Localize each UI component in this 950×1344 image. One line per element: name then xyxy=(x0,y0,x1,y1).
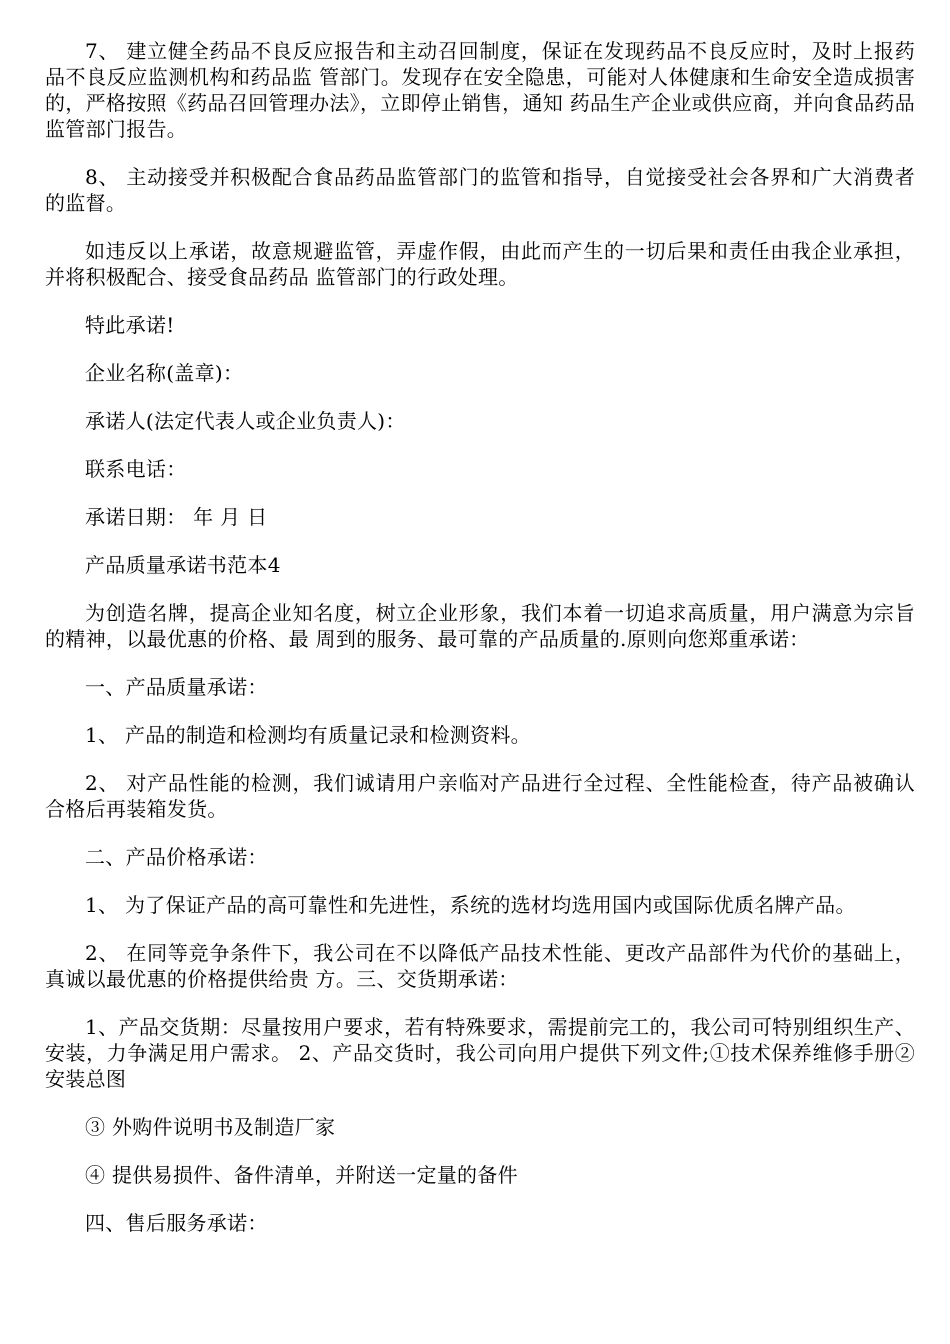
paragraph-delivery: 1、产品交货期：尽量按用户要求，若有特殊要求，需提前完工的，我公司可特别组织生产、安装，力争满足用户需求。 2、产品交货时，我公司向用户提供下列文件;①技术保养维修手册②安装总图 xyxy=(45,1015,915,1091)
heading-price-promise: 二、产品价格承诺： xyxy=(85,845,268,869)
document-page xyxy=(45,38,915,1258)
paragraph-closing: 特此承诺! xyxy=(85,313,175,337)
field-promisor: 承诺人(法定代表人或企业负责人)： xyxy=(85,409,406,433)
paragraph-quality-1: 1、 产品的制造和检测均有质量记录和检测资料。 xyxy=(85,723,531,747)
paragraph-price-1: 1、 为了保证产品的高可靠性和先进性，系统的选材均选用国内或国际优质名牌产品。 xyxy=(85,893,856,917)
list-item-4: ④ 提供易损件、备件清单，并附送一定量的备件 xyxy=(85,1163,518,1187)
list-item-3: ③ 外购件说明书及制造厂家 xyxy=(85,1115,336,1139)
heading-quality-promise: 一、产品质量承诺： xyxy=(85,675,268,699)
heading-after-sales: 四、售后服务承诺： xyxy=(85,1211,268,1235)
paragraph-item-7: 7、 建立健全药品不良反应报告和主动召回制度，保证在发现药品不良反应时，及时上报药品不良反应监测机构和药品监 管部门。发现存在安全隐患，可能对人体健康和生命安全造成损害的，严格按照《药品召回管理办法》，立即停止销售，通知 药品生产企业或供应商，并向食品药品监管部门报告。 xyxy=(45,39,915,141)
field-date: 承诺日期： 年 月 日 xyxy=(85,505,268,529)
field-phone: 联系电话： xyxy=(85,457,187,481)
paragraph-intro: 为创造名牌，提高企业知名度，树立企业形象，我们本着一切追求高质量，用户满意为宗旨的精神，以最优惠的价格、最 周到的服务、最可靠的产品质量的.原则向您郑重承诺： xyxy=(45,601,915,651)
paragraph-quality-2: 2、 对产品性能的检测，我们诚请用户亲临对产品进行全过程、全性能检查，待产品被确认合格后再装箱发货。 xyxy=(45,771,915,821)
paragraph-violation-clause: 如违反以上承诺，故意规避监管，弄虚作假，由此而产生的一切后果和责任由我企业承担，并将积极配合、接受食品药品 监管部门的行政处理。 xyxy=(45,239,915,289)
section-title: 产品质量承诺书范本4 xyxy=(85,553,281,577)
paragraph-item-8: 8、 主动接受并积极配合食品药品监管部门的监管和指导，自觉接受社会各界和广大消费者的监督。 xyxy=(45,165,915,215)
paragraph-price-2: 2、 在同等竞争条件下，我公司在不以降低产品技术性能、更改产品部件为代价的基础上，真诚以最优惠的价格提供给贵 方。三、交货期承诺： xyxy=(45,941,915,991)
field-company-name: 企业名称(盖章)： xyxy=(85,361,244,385)
